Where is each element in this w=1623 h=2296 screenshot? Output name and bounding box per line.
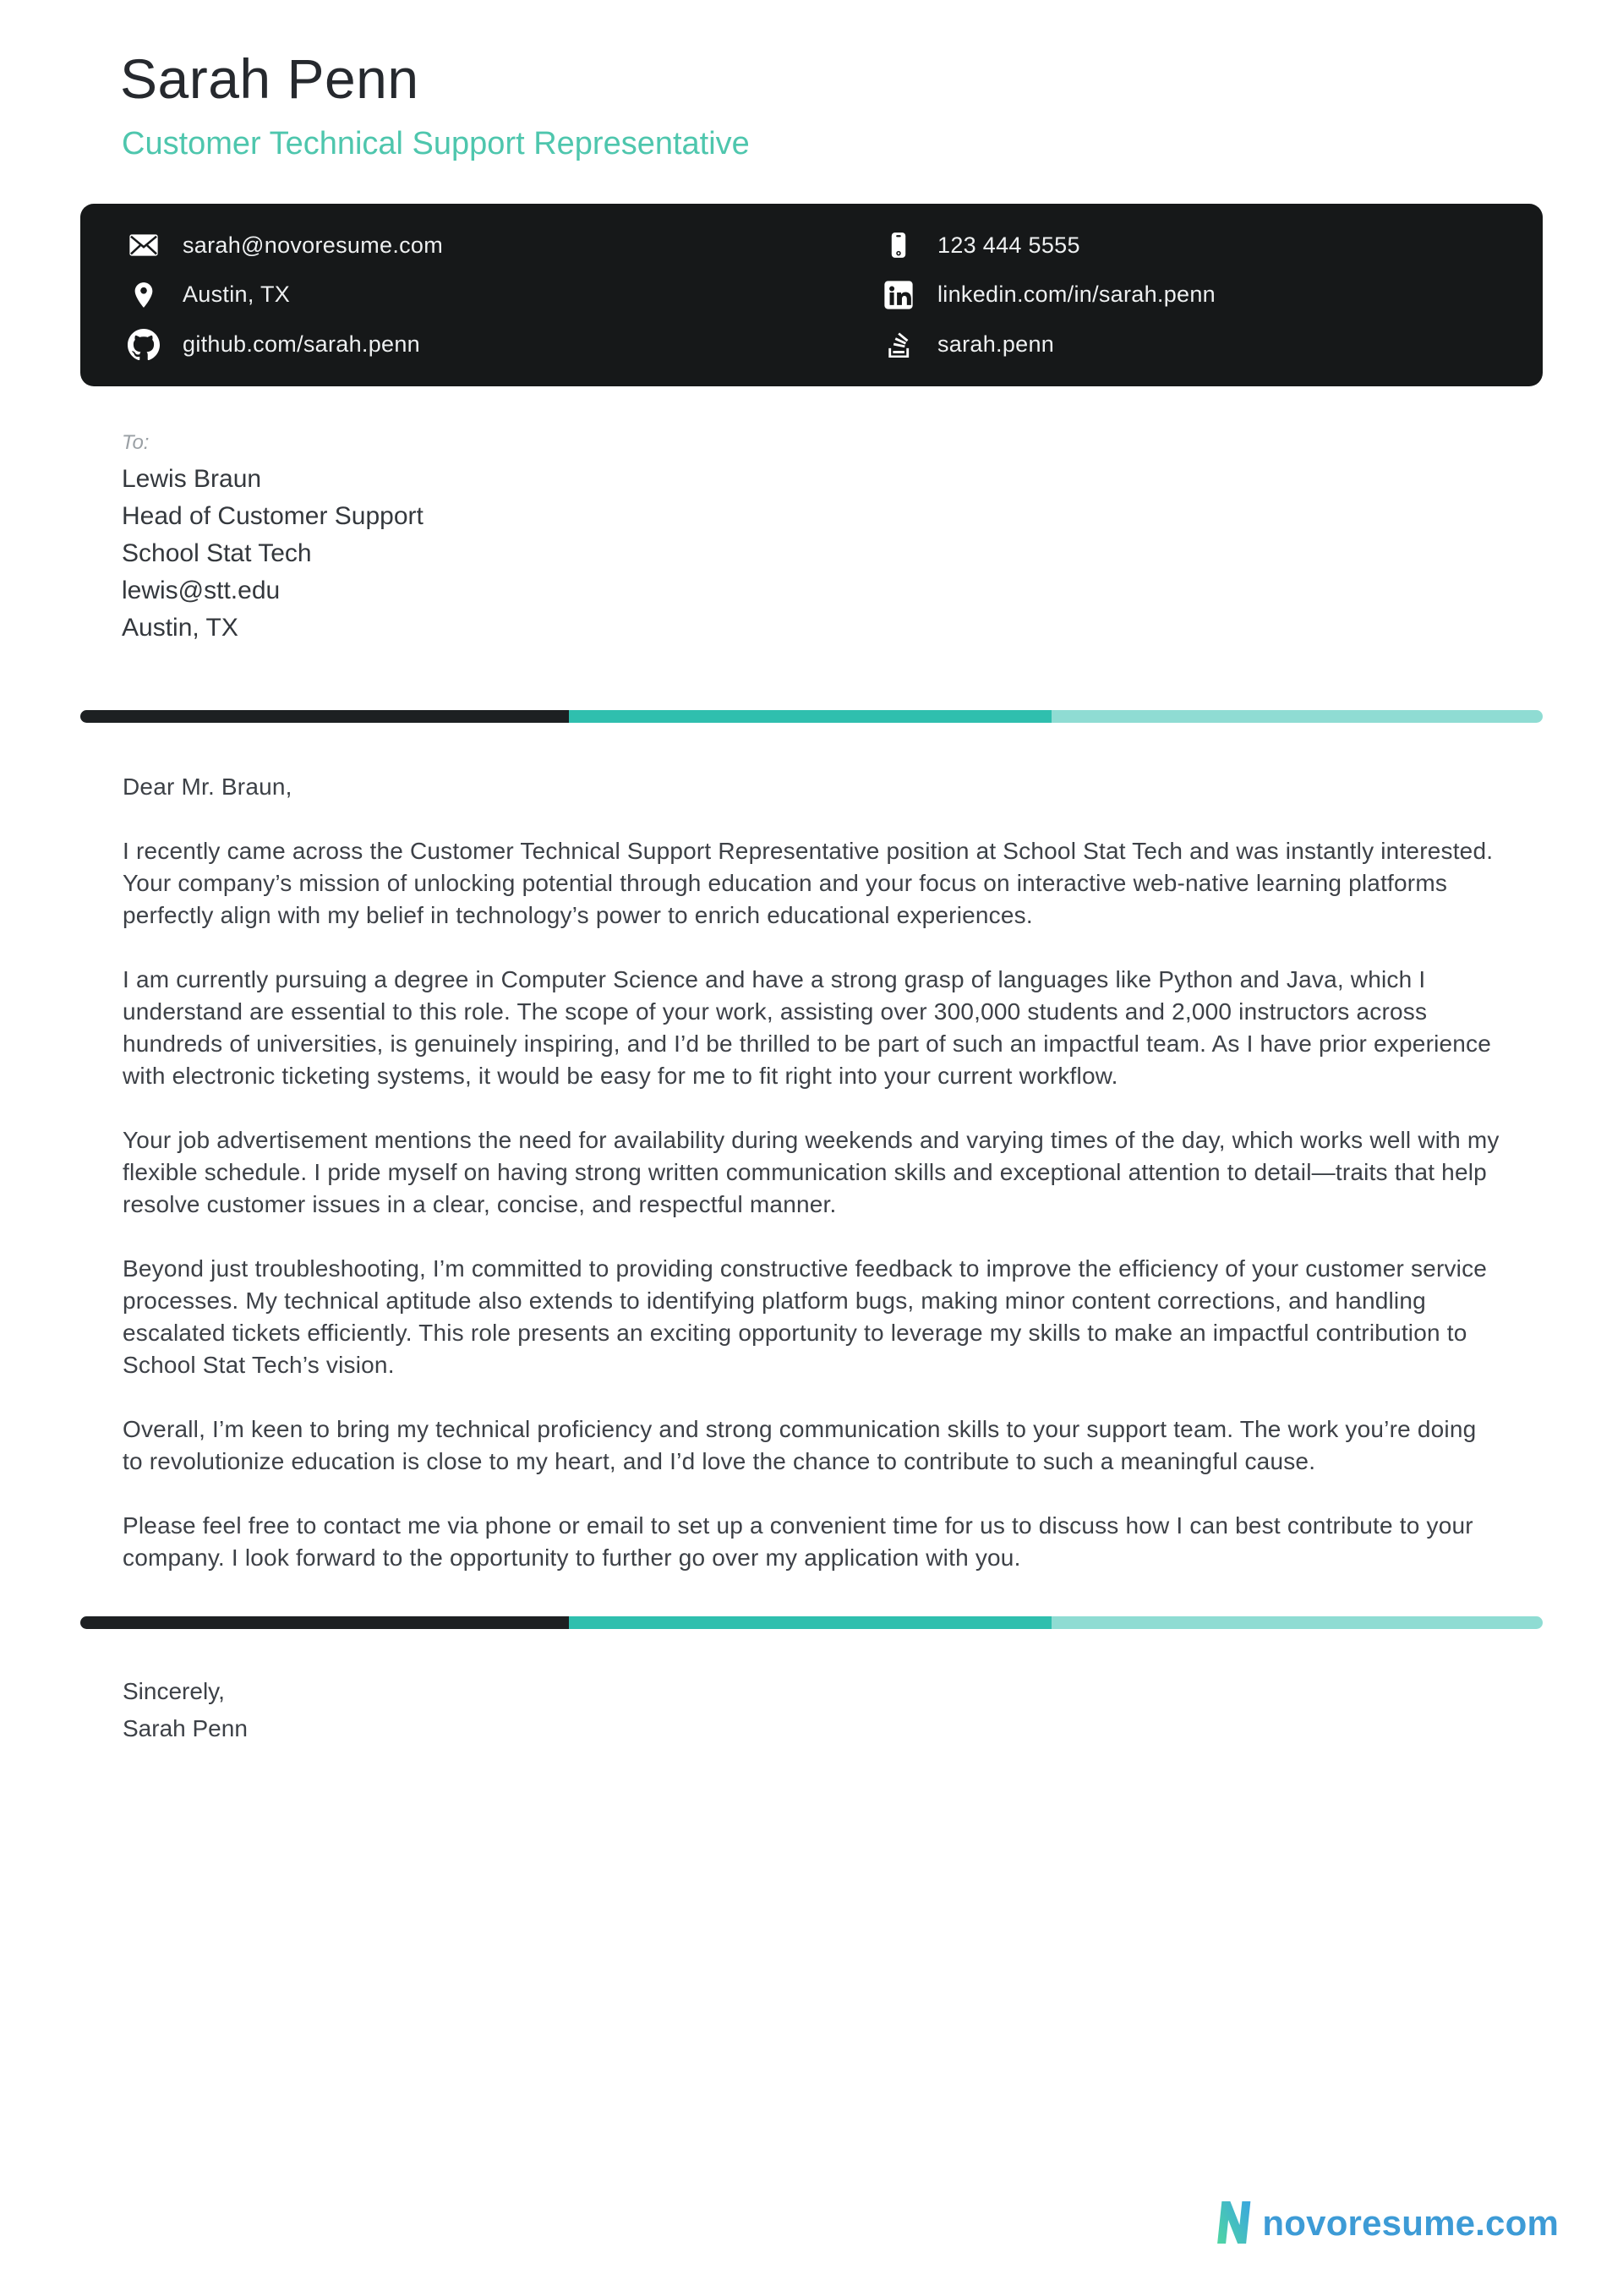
github-icon [127,329,161,361]
recipient-role: Head of Customer Support [122,501,424,530]
candidate-job-title: Customer Technical Support Representative [122,125,750,161]
closing-block [123,1673,1623,1747]
divider-segment-teal [569,710,1052,723]
closing-word: Sincerely, [123,1677,225,1704]
contact-item-location [127,279,882,311]
divider-segment-teal [569,1616,1052,1629]
linkedin-icon [882,279,915,311]
contact-stackoverflow-value[interactable]: sarah.penn [937,331,1055,358]
signature-name: Sarah Penn [123,1714,248,1741]
recipient-lines [122,461,1623,647]
paragraph-5: Overall, I’m keen to bring my technical proficiency and strong communication skills to your support team. The work you’re doing to revolutionize education is close to my heart, and I’d love the chance to contribute to such a meaningful cause. [123,1415,1477,1474]
recipient-company: School Stat Tech [122,538,312,567]
contact-phone-value: 123 444 5555 [937,232,1080,258]
paragraph-3: Your job advertisement mentions the need for availability during weekends and varying times of the day, which works well with my flexible schedule. I pride myself on having strong written communication skills and exceptional attention to detail—traits that help resolve customer issues in a clear, concise, and respectful manner. [123,1126,1500,1217]
recipient-location: Austin, TX [122,613,238,642]
paragraph-2: I am currently pursuing a degree in Computer Science and have a strong grasp of languages like Python and Java, which I understand are essential to this role. The scope of your work, assisting over 300,000 students and 2,000 instructors across hundreds of universities, is genuinely inspiring, and I’d be thrilled to be part of such an impactful team. As I have prior experience with electronic ticketing systems, it would be easy for me to fit right into your current workflow. [123,965,1492,1089]
divider-segment-dark [80,1616,569,1629]
salutation: Dear Mr. Braun, [123,773,292,800]
contact-item-stackoverflow [882,329,1526,361]
contact-linkedin-value[interactable]: linkedin.com/in/sarah.penn [937,282,1216,308]
contact-bar [80,204,1543,386]
paragraph-4: Beyond just troubleshooting, I’m committed to providing constructive feedback to improve the efficiency of your customer service processes. My technical aptitude also extends to identifying platform bugs, making minor content corrections, and handling escalated tickets efficiently. This role presents an exciting opportunity to leverage my skills to make an impactful contribution to School Stat Tech’s vision. [123,1255,1488,1378]
divider-bottom [80,1616,1543,1629]
recipient-name: Lewis Braun [122,464,262,493]
contact-item-linkedin [882,279,1526,311]
contact-item-email [127,229,882,261]
email-icon [127,229,161,261]
stackoverflow-icon [882,329,915,361]
paragraph-6: Please feel free to contact me via phone or email to set up a convenient time for us to discuss how I can best contribute to your company. I look forward to the opportunity to further go over my application with you. [123,1512,1473,1571]
recipient-block [122,430,1623,647]
paragraph-1: I recently came across the Customer Technical Support Representative position at School Stat Tech and was instantly interested. Your company’s mission of unlocking potential through education and your focus on interactive web-native learning platforms perfectly align with my belief in technology’s power to enrich educational experiences. [123,837,1494,928]
letter-body [123,771,1500,1574]
brand-text[interactable]: novoresume.com [1262,2202,1559,2243]
candidate-name: Sarah Penn [120,47,419,110]
divider-segment-dark [80,710,569,723]
brand-footer[interactable] [1211,2196,1559,2250]
divider-segment-light [1052,1616,1543,1629]
divider-segment-light [1052,710,1543,723]
to-label: To: [122,430,150,454]
recipient-email: lewis@stt.edu [122,576,281,604]
phone-icon [882,229,915,261]
contact-email-value[interactable]: sarah@novoresume.com [183,232,444,258]
contact-item-github [127,329,882,361]
location-icon [127,279,161,311]
contact-github-value[interactable]: github.com/sarah.penn [183,331,420,358]
contact-location-value: Austin, TX [183,282,291,308]
divider-top [80,710,1543,723]
contact-item-phone [882,229,1526,261]
novoresume-logo-icon [1211,2196,1252,2250]
